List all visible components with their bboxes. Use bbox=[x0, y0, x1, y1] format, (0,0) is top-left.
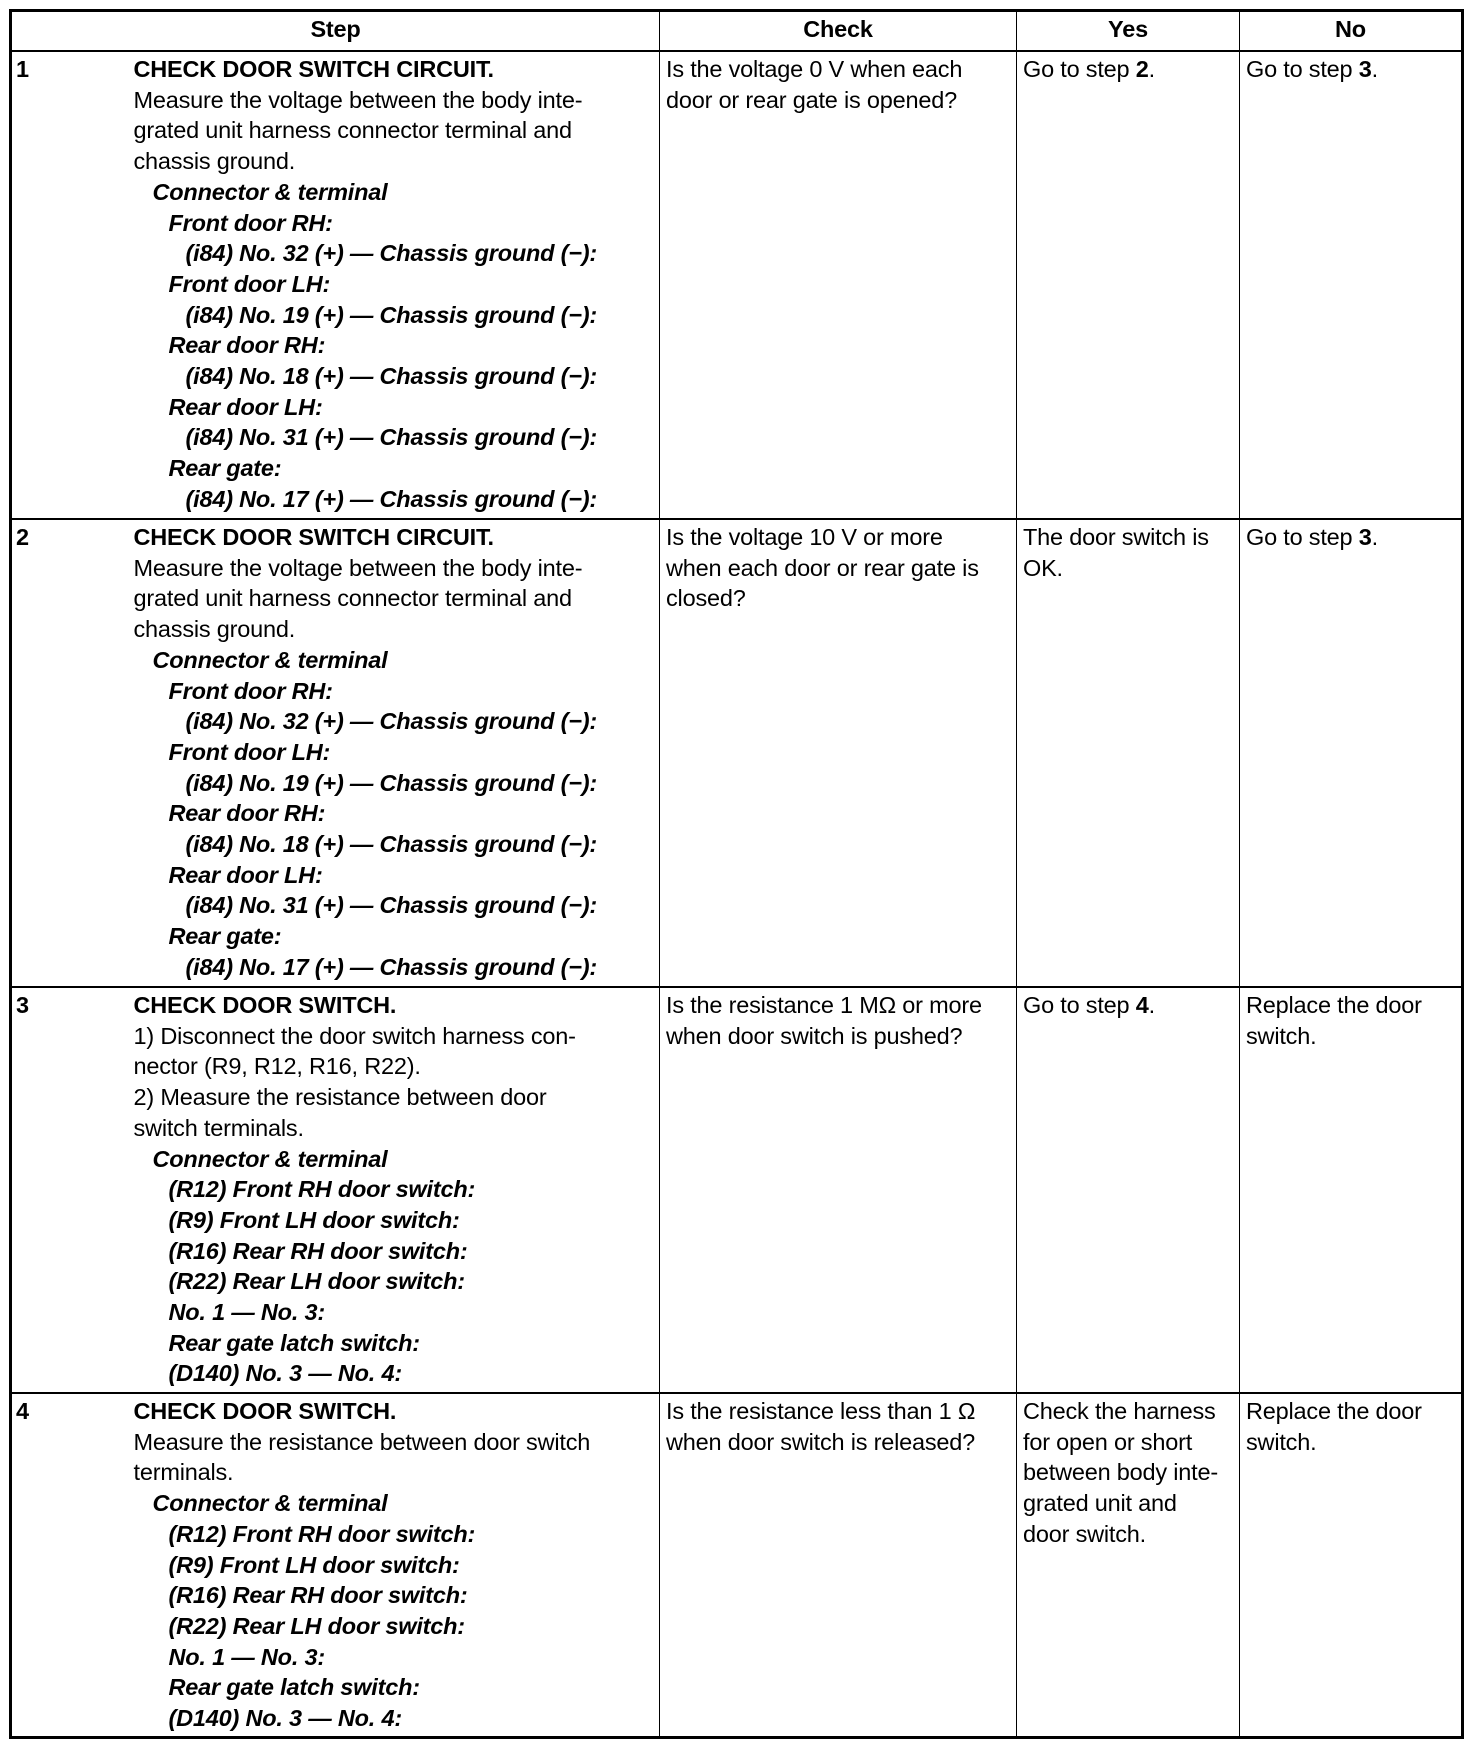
check-line: when each door or rear gate is bbox=[666, 554, 979, 581]
connector-line: (i84) No. 18 (+) — Chassis ground (−): bbox=[185, 831, 598, 858]
no-line bbox=[1246, 1021, 1455, 1052]
connector-line: Rear door RH: bbox=[168, 332, 326, 359]
connector-line: Connector & terminal bbox=[152, 1145, 388, 1172]
yes-line bbox=[1023, 1519, 1233, 1550]
check-line: when door switch is pushed? bbox=[666, 1022, 963, 1049]
yes-cell bbox=[1017, 519, 1240, 987]
step-description bbox=[134, 987, 660, 1393]
header-step: Step bbox=[11, 11, 660, 52]
step-title: CHECK DOOR SWITCH. bbox=[133, 1398, 397, 1424]
header-no: No bbox=[1240, 11, 1463, 52]
step-reference: 3 bbox=[1358, 524, 1372, 550]
yes-text: door switch. bbox=[1023, 1520, 1146, 1547]
table-row bbox=[11, 1393, 1463, 1737]
instruction-line: 2) Measure the resistance between door bbox=[133, 1084, 547, 1111]
connector-line: Connector & terminal bbox=[152, 1490, 388, 1517]
yes-text: The door switch is bbox=[1023, 524, 1209, 550]
connector-line: (i84) No. 32 (+) — Chassis ground (−): bbox=[185, 708, 598, 735]
connector-line: Rear gate latch switch: bbox=[168, 1674, 420, 1701]
connector-line: (i84) No. 31 (+) — Chassis ground (−): bbox=[185, 424, 598, 451]
connector-line: No. 1 — No. 3: bbox=[168, 1299, 325, 1326]
check-line: when door switch is released? bbox=[666, 1428, 976, 1455]
no-cell bbox=[1240, 987, 1463, 1393]
connector-line: (R16) Rear RH door switch: bbox=[168, 1582, 468, 1609]
connector-line: (D140) No. 3 — No. 4: bbox=[168, 1360, 402, 1387]
connector-line: No. 1 — No. 3: bbox=[168, 1643, 325, 1670]
connector-line: Rear gate: bbox=[168, 455, 282, 482]
yes-line bbox=[1023, 1457, 1233, 1488]
no-text-end: . bbox=[1371, 524, 1378, 550]
connector-line: Front door RH: bbox=[168, 677, 333, 704]
connector-line: (R9) Front LH door switch: bbox=[168, 1206, 460, 1233]
yes-text: Go to step bbox=[1023, 56, 1136, 82]
no-text-end: . bbox=[1371, 56, 1378, 82]
connector-line: (i84) No. 19 (+) — Chassis ground (−): bbox=[185, 769, 598, 796]
check-line: closed? bbox=[666, 585, 746, 612]
diagnostic-table bbox=[9, 9, 1464, 1739]
instruction-line: Measure the voltage between the body inte- bbox=[133, 554, 583, 581]
no-cell bbox=[1240, 1393, 1463, 1737]
step-description bbox=[134, 1393, 660, 1737]
connector-line: (i84) No. 17 (+) — Chassis ground (−): bbox=[185, 485, 598, 512]
connector-line: (D140) No. 3 — No. 4: bbox=[168, 1705, 402, 1732]
instruction-line: 1) Disconnect the door switch harness con- bbox=[133, 1022, 576, 1049]
connector-line: Front door RH: bbox=[168, 209, 333, 236]
connector-line: (R12) Front RH door switch: bbox=[168, 1520, 476, 1547]
connector-line: Rear door LH: bbox=[168, 393, 323, 420]
check-line: Is the resistance less than 1 Ω bbox=[666, 1398, 976, 1424]
step-description bbox=[134, 51, 660, 519]
yes-text: between body inte- bbox=[1023, 1459, 1218, 1486]
yes-text-end: . bbox=[1148, 992, 1155, 1018]
no-line bbox=[1246, 522, 1455, 553]
check-line: Is the resistance 1 MΩ or more bbox=[666, 992, 982, 1018]
yes-text: Check the harness bbox=[1023, 1398, 1216, 1424]
connector-line: (i84) No. 18 (+) — Chassis ground (−): bbox=[185, 363, 598, 390]
no-cell bbox=[1240, 519, 1463, 987]
step-title: CHECK DOOR SWITCH CIRCUIT. bbox=[133, 524, 494, 550]
check-cell bbox=[660, 519, 1017, 987]
yes-line bbox=[1023, 1488, 1233, 1519]
check-cell bbox=[660, 1393, 1017, 1737]
table-row bbox=[11, 987, 1463, 1393]
yes-line bbox=[1023, 1427, 1233, 1458]
instruction-line: chassis ground. bbox=[133, 616, 296, 643]
no-text: Go to step bbox=[1246, 56, 1359, 82]
check-line: door or rear gate is opened? bbox=[666, 86, 957, 113]
step-number: 4 bbox=[11, 1393, 134, 1737]
yes-line bbox=[1023, 1396, 1233, 1427]
no-text: Replace the door bbox=[1246, 992, 1422, 1018]
connector-line: (R22) Rear LH door switch: bbox=[168, 1268, 465, 1295]
step-title: CHECK DOOR SWITCH CIRCUIT. bbox=[133, 56, 494, 82]
yes-cell bbox=[1017, 987, 1240, 1393]
table-row bbox=[11, 51, 1463, 519]
connector-line: (i84) No. 31 (+) — Chassis ground (−): bbox=[185, 892, 598, 919]
connector-line: (i84) No. 17 (+) — Chassis ground (−): bbox=[185, 953, 598, 980]
step-title: CHECK DOOR SWITCH. bbox=[133, 992, 397, 1018]
check-line: Is the voltage 10 V or more bbox=[666, 524, 943, 550]
connector-line: Front door LH: bbox=[168, 738, 331, 765]
step-reference: 2 bbox=[1135, 56, 1149, 82]
yes-cell bbox=[1017, 51, 1240, 519]
table-row bbox=[11, 519, 1463, 987]
step-number: 1 bbox=[11, 51, 134, 519]
no-text: switch. bbox=[1246, 1022, 1317, 1049]
no-text: Go to step bbox=[1246, 524, 1359, 550]
header-yes: Yes bbox=[1017, 11, 1240, 52]
step-description bbox=[134, 519, 660, 987]
instruction-line: grated unit harness connector terminal and bbox=[133, 585, 572, 612]
connector-line: (i84) No. 32 (+) — Chassis ground (−): bbox=[185, 240, 598, 267]
yes-line bbox=[1023, 54, 1233, 85]
connector-line: Rear door RH: bbox=[168, 800, 326, 827]
connector-line: (i84) No. 19 (+) — Chassis ground (−): bbox=[185, 301, 598, 328]
connector-line: Rear gate latch switch: bbox=[168, 1329, 420, 1356]
no-text: switch. bbox=[1246, 1428, 1317, 1455]
no-line bbox=[1246, 1396, 1455, 1427]
header-check: Check bbox=[660, 11, 1017, 52]
no-line bbox=[1246, 990, 1455, 1021]
instruction-line: chassis ground. bbox=[133, 148, 296, 175]
connector-line: Rear door LH: bbox=[168, 861, 323, 888]
no-line bbox=[1246, 54, 1455, 85]
step-number: 2 bbox=[11, 519, 134, 987]
instruction-line: grated unit harness connector terminal and bbox=[133, 117, 572, 144]
step-number: 3 bbox=[11, 987, 134, 1393]
yes-text-end: . bbox=[1148, 56, 1155, 82]
connector-line: (R16) Rear RH door switch: bbox=[168, 1237, 468, 1264]
instruction-line: Measure the voltage between the body inte- bbox=[133, 86, 583, 113]
yes-text: OK. bbox=[1023, 554, 1063, 581]
check-cell bbox=[660, 987, 1017, 1393]
yes-text: grated unit and bbox=[1023, 1490, 1177, 1517]
instruction-line: nector (R9, R12, R16, R22). bbox=[133, 1053, 421, 1080]
connector-line: Rear gate: bbox=[168, 923, 282, 950]
connector-line: Front door LH: bbox=[168, 270, 331, 297]
yes-line bbox=[1023, 553, 1233, 584]
yes-text: for open or short bbox=[1023, 1428, 1193, 1455]
no-cell bbox=[1240, 51, 1463, 519]
yes-line bbox=[1023, 522, 1233, 553]
check-line: Is the voltage 0 V when each bbox=[666, 56, 963, 82]
connector-line: Connector & terminal bbox=[152, 646, 388, 673]
check-cell bbox=[660, 51, 1017, 519]
instruction-line: terminals. bbox=[133, 1459, 234, 1486]
yes-cell bbox=[1017, 1393, 1240, 1737]
step-reference: 3 bbox=[1358, 56, 1372, 82]
header-row bbox=[11, 11, 1463, 52]
instruction-line: Measure the resistance between door switch bbox=[133, 1428, 591, 1455]
connector-line: Connector & terminal bbox=[152, 178, 388, 205]
connector-line: (R9) Front LH door switch: bbox=[168, 1551, 460, 1578]
instruction-line: switch terminals. bbox=[133, 1114, 304, 1141]
yes-line bbox=[1023, 990, 1233, 1021]
connector-line: (R12) Front RH door switch: bbox=[168, 1176, 476, 1203]
step-reference: 4 bbox=[1135, 992, 1149, 1018]
connector-line: (R22) Rear LH door switch: bbox=[168, 1612, 465, 1639]
yes-text: Go to step bbox=[1023, 992, 1136, 1018]
no-text: Replace the door bbox=[1246, 1398, 1422, 1424]
no-line bbox=[1246, 1427, 1455, 1458]
